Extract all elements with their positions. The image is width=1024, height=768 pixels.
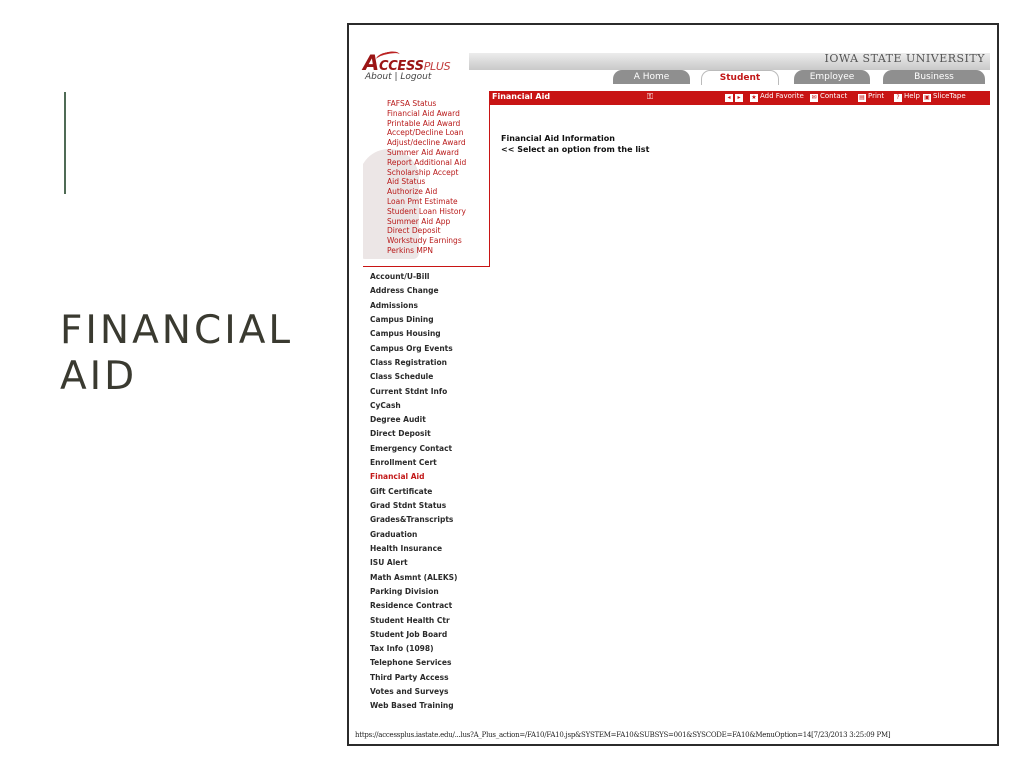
add-favorite-button[interactable]: ★ Add Favorite	[751, 92, 804, 101]
section-title: Financial Aid	[492, 92, 551, 101]
browser-screenshot	[347, 23, 999, 746]
slice-tape-button[interactable]: ▣ SliceTape	[924, 92, 966, 101]
page-url-footer: https://accessplus.iastate.edu/...lus?A_Plus_action=/FA10/FA10.jsp&SYSTEM=FA10&SUBSYS=001&SYSCODE=FA10&MenuOption=14[7/23/2013 3:25:09 PM]	[355, 731, 891, 739]
submenu-item[interactable]: Financial Aid Award	[387, 108, 460, 118]
header-links	[365, 72, 431, 82]
nav-item[interactable]: Third Party Access	[370, 672, 449, 682]
nav-item[interactable]: Direct Deposit	[370, 429, 431, 439]
tab-student[interactable]: Student	[701, 70, 779, 85]
nav-item[interactable]: Admissions	[370, 300, 419, 310]
nav-item[interactable]: Grades&Transcripts	[370, 515, 454, 525]
printer-icon: ▤	[859, 94, 865, 101]
submenu-item[interactable]: Loan Pmt Estimate	[387, 196, 458, 206]
submenu-item[interactable]: Summer Aid Award	[387, 147, 459, 157]
logout-link[interactable]: Logout	[400, 72, 432, 82]
slide-accent-bar	[64, 92, 66, 194]
contact-button[interactable]: ✉ Contact	[811, 92, 848, 101]
logo-plus: PLUS	[423, 60, 451, 73]
nav-item[interactable]: Student Job Board	[370, 629, 448, 639]
nav-item[interactable]: CyCash	[370, 400, 401, 410]
submenu-item[interactable]: FAFSA Status	[387, 99, 437, 108]
nav-arrows-icon[interactable]: ◂ ▸	[725, 92, 745, 102]
submenu-item[interactable]: Adjust/decline Award	[387, 138, 466, 148]
nav-item[interactable]: Campus Housing	[370, 329, 441, 339]
submenu-item[interactable]: Accept/Decline Loan	[387, 128, 464, 138]
nav-item[interactable]: Class Schedule	[370, 372, 434, 382]
info-prompt: << Select an option from the list	[501, 145, 650, 154]
nav-item[interactable]: Campus Dining	[370, 314, 434, 324]
nav-item[interactable]: Address Change	[370, 286, 439, 296]
link-separator: |	[394, 72, 398, 82]
nav-item[interactable]: Parking Division	[370, 586, 439, 596]
submenu-item[interactable]: Direct Deposit	[387, 226, 441, 236]
submenu-item[interactable]: Printable Aid Award	[387, 118, 461, 128]
nav-item[interactable]: Financial Aid	[370, 472, 425, 482]
about-link[interactable]: About	[365, 72, 392, 82]
nav-item[interactable]: Current Stdnt Info	[370, 386, 448, 396]
submenu-item[interactable]: Student Loan History	[387, 206, 466, 216]
contact-icon: ✉	[811, 94, 817, 101]
nav-item[interactable]: Web Based Training	[370, 701, 454, 711]
nav-item[interactable]: Math Asmnt (ALEKS)	[370, 572, 458, 582]
nav-item[interactable]: Health Insurance	[370, 543, 443, 553]
nav-item[interactable]: Campus Org Events	[370, 343, 453, 353]
slide-title	[60, 308, 310, 400]
star-icon: ★	[751, 94, 757, 101]
tab-business[interactable]: Business	[883, 70, 985, 84]
slide-title-line-1: FINANCIAL	[60, 308, 294, 353]
tape-icon: ▣	[924, 94, 930, 101]
nav-item[interactable]: Grad Stdnt Status	[370, 501, 447, 510]
submenu-item[interactable]: Report Additional Aid	[387, 157, 467, 167]
student-nav	[370, 270, 457, 714]
nav-item[interactable]: Class Registration	[370, 357, 447, 367]
submenu-item[interactable]: Workstudy Earnings	[387, 236, 462, 246]
help-icon: ?	[894, 94, 902, 102]
help-button[interactable]: ? Help	[894, 92, 920, 102]
tab-home[interactable]: A Home	[613, 70, 690, 84]
nav-item[interactable]: Enrollment Cert	[370, 458, 437, 468]
submenu-list	[387, 99, 466, 256]
nav-item[interactable]: Student Health Ctr	[370, 615, 450, 625]
submenu-item[interactable]: Perkins MPN	[387, 245, 434, 255]
submenu-item[interactable]: Authorize Aid	[387, 187, 438, 197]
nav-item[interactable]: Residence Contract	[370, 601, 453, 611]
logo-word: CCESS	[378, 59, 424, 74]
info-title: Financial Aid Information	[501, 134, 615, 143]
submenu-item[interactable]: Summer Aid App	[387, 216, 451, 226]
nav-item[interactable]: Tax Info (1098)	[370, 644, 434, 654]
nav-item[interactable]: Gift Certificate	[370, 486, 433, 496]
nav-item[interactable]: Telephone Services	[370, 658, 452, 668]
key-icon: ⚿	[647, 92, 654, 101]
nav-item[interactable]: Emergency Contact	[370, 443, 453, 453]
financial-aid-submenu	[363, 91, 490, 267]
print-button[interactable]: ▤ Print	[859, 92, 885, 101]
nav-item[interactable]: Degree Audit	[370, 415, 426, 425]
slide-title-line-2: AID	[60, 354, 138, 399]
nav-item[interactable]: ISU Alert	[370, 558, 408, 568]
submenu-item[interactable]: Scholarship Accept	[387, 167, 459, 177]
nav-item[interactable]: Votes and Surveys	[370, 687, 449, 697]
nav-item[interactable]: Account/U-Bill	[370, 272, 430, 281]
logo-letter: A	[363, 51, 379, 75]
submenu-item[interactable]: Aid Status	[387, 177, 426, 187]
tab-employee[interactable]: Employee	[794, 70, 870, 84]
institution-name: IOWA STATE UNIVERSITY	[824, 52, 985, 65]
section-toolbar	[490, 91, 990, 105]
nav-item[interactable]: Graduation	[370, 529, 418, 539]
